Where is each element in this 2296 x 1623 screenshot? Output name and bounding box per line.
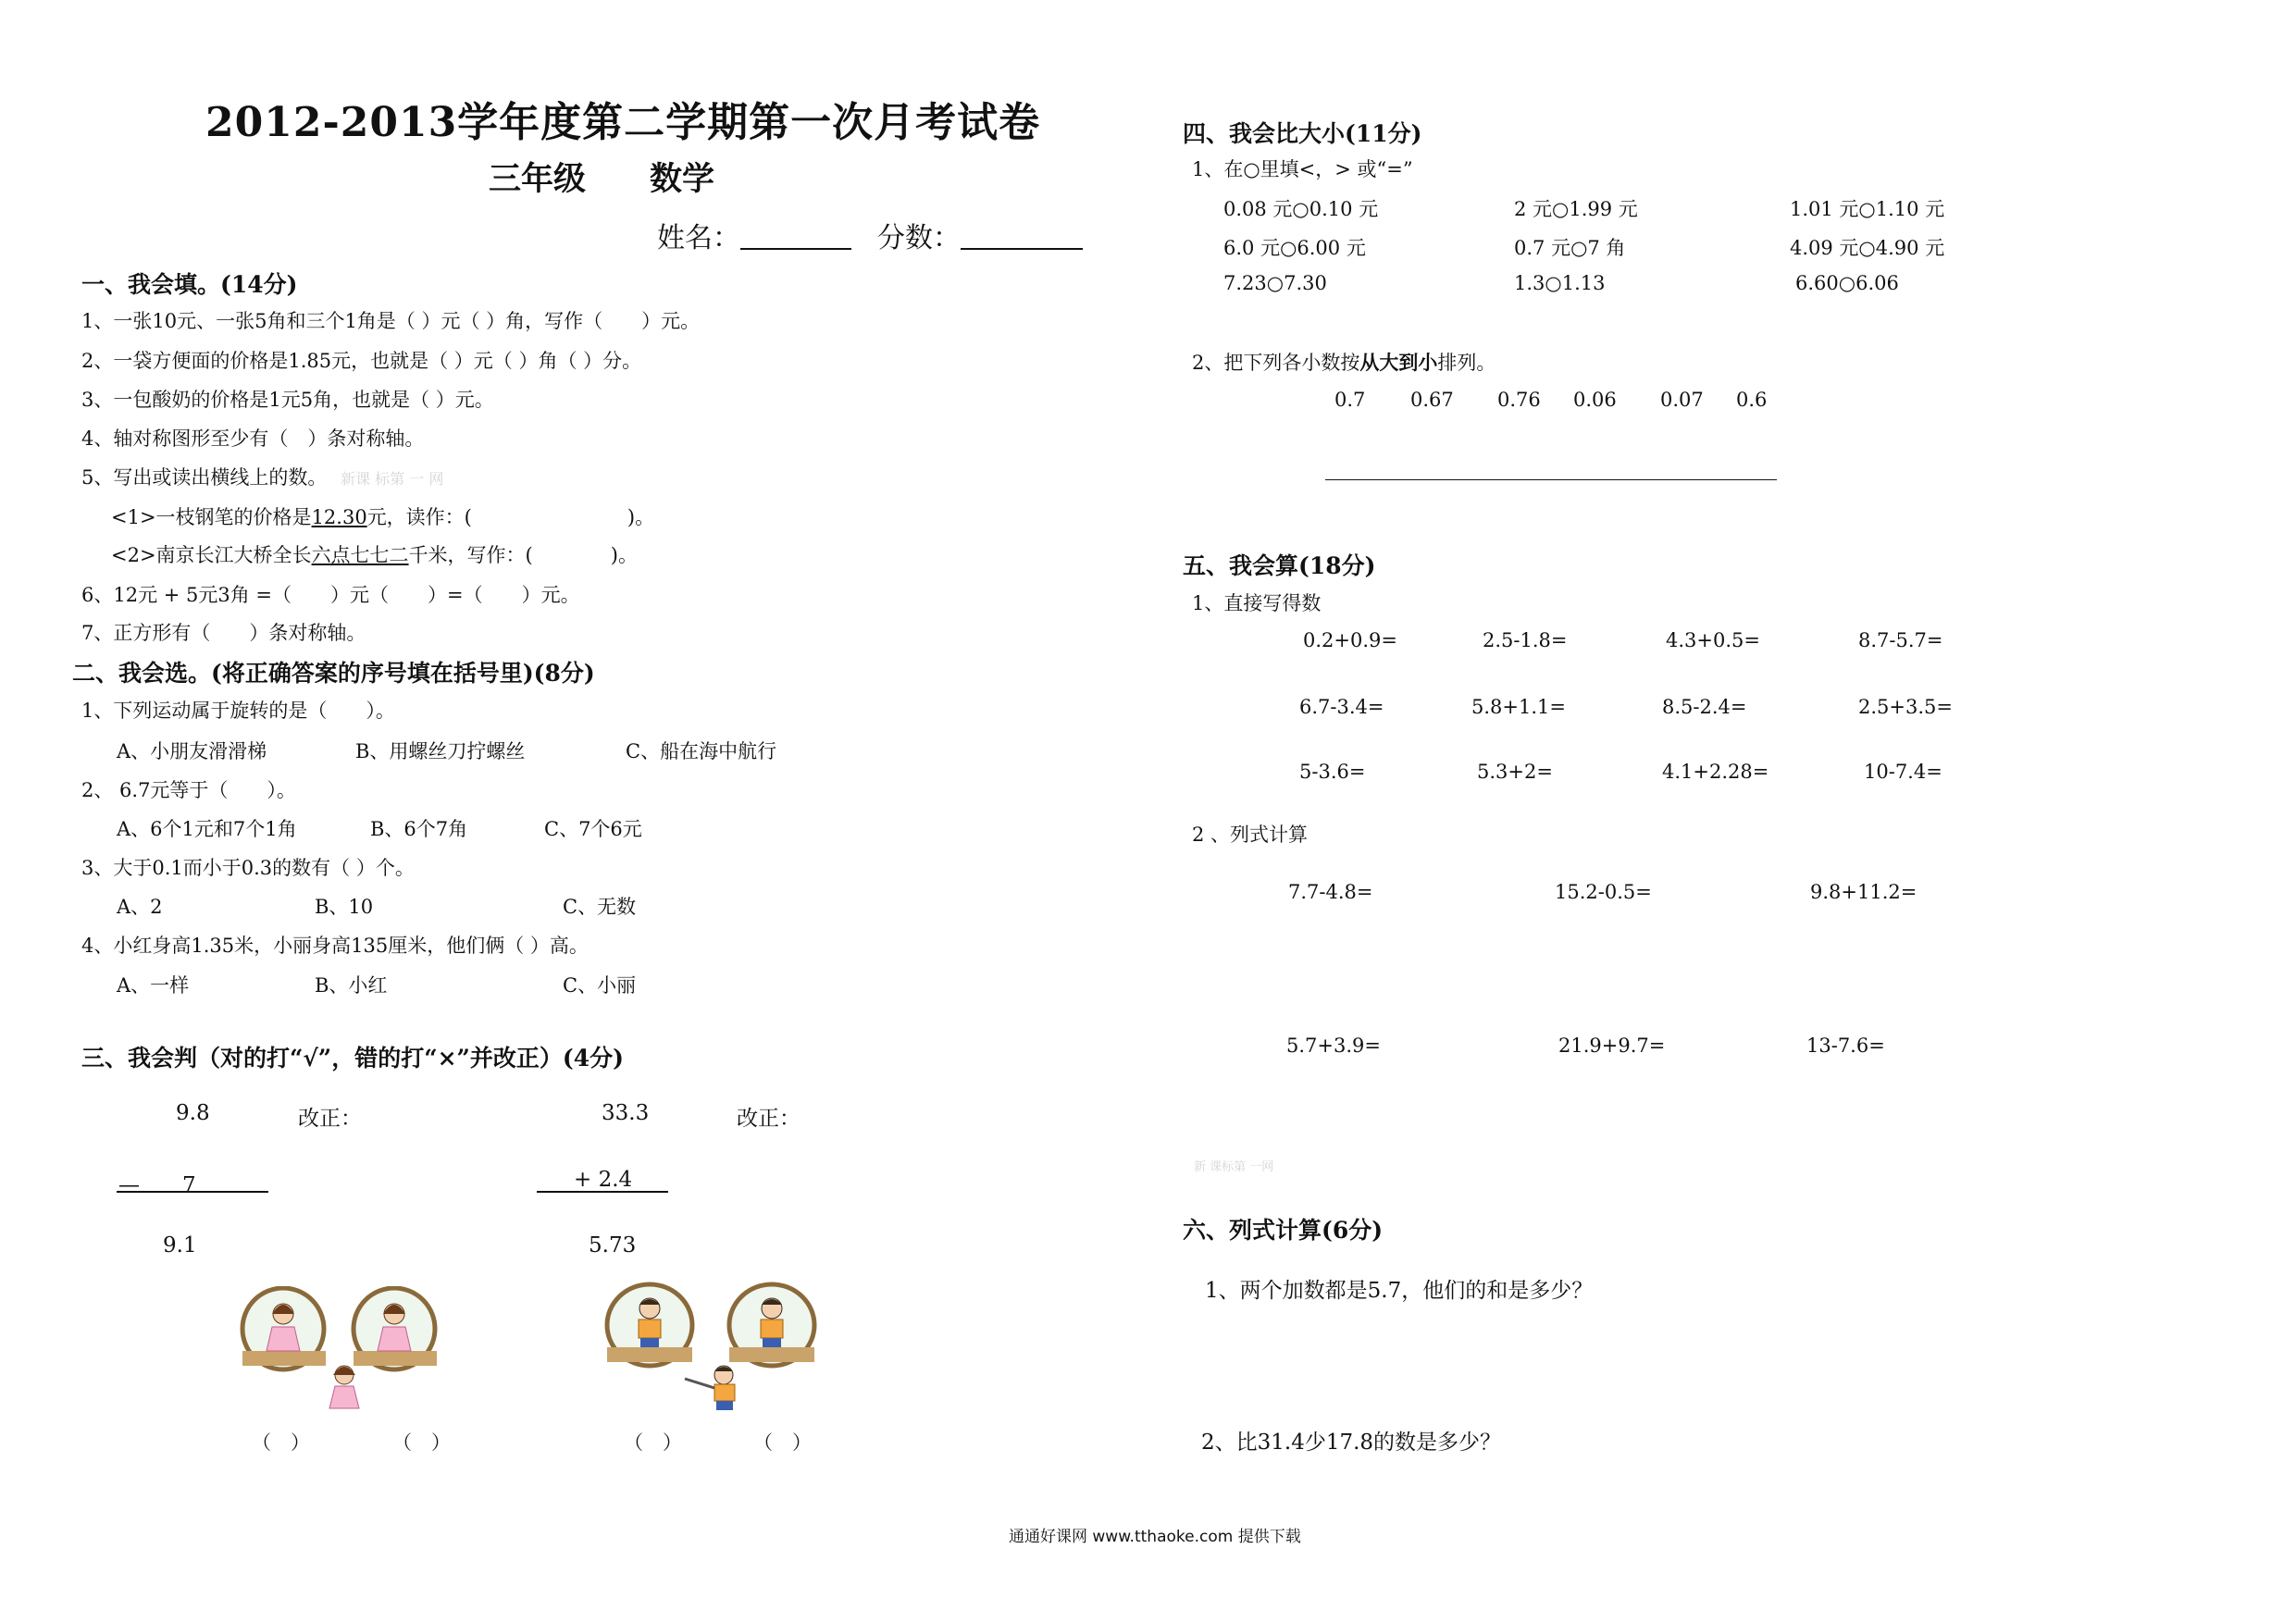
s4-cmp-1-3: 1.01 元○1.10 元 xyxy=(1790,198,1945,220)
s1-q5a-post: 元，读作：( )。 xyxy=(366,506,655,528)
s5-list-2-3: 13-7.6= xyxy=(1806,1035,1885,1057)
s3-p2-op: + 2.4 xyxy=(574,1168,633,1192)
s5-calc-3-1: 5-3.6= xyxy=(1299,761,1366,783)
s1-q5a-num: 12.30 xyxy=(311,506,367,528)
s2-q4-opt-b: B、小红 xyxy=(315,974,388,997)
s5-list-2-2: 21.9+9.7= xyxy=(1558,1035,1666,1057)
score-blank[interactable] xyxy=(961,248,1083,250)
s3-p2-correct: 改正： xyxy=(737,1107,800,1131)
s3-p2-result: 5.73 xyxy=(589,1233,637,1258)
s4-q1: 1、在○里填<，> 或“=” xyxy=(1192,158,1413,180)
watermark: 新课 标第 一 网 xyxy=(341,470,444,488)
s5-list-1-3: 9.8+11.2= xyxy=(1810,881,1917,903)
s2-q4-opt-c: C、小丽 xyxy=(563,974,637,997)
s3-p2-top: 33.3 xyxy=(602,1101,650,1125)
s1-q6: 6、12元 + 5元3角 =（ ）元（ ）=（ ）元。 xyxy=(81,584,580,606)
s2-q1: 1、下列运动属于旋转的是（ ）。 xyxy=(81,700,395,722)
grade-label: 三年级 xyxy=(489,160,587,198)
s5-calc-3-3: 4.1+2.28= xyxy=(1662,761,1769,783)
section-5-heading: 五、我会算(18分) xyxy=(1183,552,1376,579)
s4-q2-bold: 从大到小 xyxy=(1359,351,1438,374)
s6-q1: 1、两个加数都是5.7，他们的和是多少？ xyxy=(1205,1279,1594,1303)
score-label: 分数： xyxy=(877,222,961,254)
s3-answer-bracket-3[interactable]: （ ） xyxy=(624,1431,682,1454)
s2-q2-opt-a: A、6个1元和7个1角 xyxy=(117,818,297,840)
s1-q5 xyxy=(81,463,443,490)
s5-list-2-1: 5.7+3.9= xyxy=(1286,1035,1381,1057)
s4-num-6: 0.6 xyxy=(1736,389,1768,411)
s4-num-5: 0.07 xyxy=(1660,389,1704,411)
s2-q2-opt-b: B、6个7角 xyxy=(370,818,468,840)
s3-answer-bracket-4[interactable]: （ ） xyxy=(753,1431,812,1454)
section-1-heading: 一、我会填。(14分) xyxy=(81,271,298,298)
s1-q5b-pre: <2>南京长江大桥全长 xyxy=(111,544,312,566)
s4-num-3: 0.76 xyxy=(1497,389,1541,411)
girl-in-mirror-icon xyxy=(235,1286,448,1416)
s3-answer-bracket-1[interactable]: （ ） xyxy=(252,1431,310,1454)
s1-q5a-pre: <1>一枝钢笔的价格是 xyxy=(111,506,312,528)
s4-cmp-3-3: 6.60○6.06 xyxy=(1795,272,1899,294)
s3-p2-line xyxy=(537,1191,668,1193)
section-3-heading: 三、我会判（对的打“√”，错的打“×”并改正）(4分) xyxy=(81,1045,624,1072)
section-2-heading: 二、我会选。(将正确答案的序号填在括号里)(8分) xyxy=(72,660,595,687)
s2-q4-opt-a: A、一样 xyxy=(117,974,190,997)
footer-source: 通通好课网 www.tthaoke.com 提供下载 xyxy=(1009,1528,1301,1546)
section-6-heading: 六、列式计算(6分) xyxy=(1183,1217,1384,1244)
s4-num-1: 0.7 xyxy=(1334,389,1366,411)
s1-q1: 1、一张10元、一张5角和三个1角是（ ）元（ ）角，写作（ ）元。 xyxy=(81,310,701,332)
s1-q5b xyxy=(111,540,638,568)
watermark: 新 课标第 一网 xyxy=(1194,1160,1274,1174)
s3-p1-line xyxy=(117,1191,268,1193)
s4-q2-pre: 2、把下列各小数按 xyxy=(1192,352,1360,374)
section-4-heading: 四、我会比大小(11分) xyxy=(1183,120,1422,147)
s2-q3-opt-a: A、2 xyxy=(117,896,163,918)
s1-q5-text: 5、写出或读出横线上的数。 xyxy=(81,466,328,489)
s4-q2 xyxy=(1192,348,1496,376)
s4-answer-line[interactable] xyxy=(1325,479,1777,480)
s1-q2: 2、一袋方便面的价格是1.85元，也就是（ ）元（ ）角（ ）分。 xyxy=(81,350,642,372)
s4-cmp-1-2: 2 元○1.99 元 xyxy=(1514,198,1638,220)
page-title: 2012-2013学年度第二学期第一次月考试卷 xyxy=(205,99,1041,146)
s2-q3: 3、大于0.1而小于0.3的数有（ ）个。 xyxy=(81,857,415,879)
s5-list-1-2: 15.2-0.5= xyxy=(1555,881,1652,903)
s4-cmp-3-2: 1.3○1.13 xyxy=(1514,272,1606,294)
s2-q2-opt-c: C、7个6元 xyxy=(544,818,642,840)
s1-q7: 7、正方形有（ ）条对称轴。 xyxy=(81,622,366,644)
s5-calc-2-2: 5.8+1.1= xyxy=(1471,696,1566,718)
s5-calc-3-4: 10-7.4= xyxy=(1864,761,1942,783)
s5-list-1-1: 7.7-4.8= xyxy=(1288,881,1373,903)
s5-calc-1-1: 0.2+0.9= xyxy=(1303,629,1397,651)
s2-q4: 4、小红身高1.35米，小丽身高135厘米，他们俩（ ）高。 xyxy=(81,935,589,957)
s2-q2: 2、 6.7元等于（ ）。 xyxy=(81,779,296,801)
s2-q3-opt-b: B、10 xyxy=(315,896,374,918)
name-blank[interactable] xyxy=(740,248,851,250)
s5-calc-2-1: 6.7-3.4= xyxy=(1299,696,1384,718)
s3-answer-bracket-2[interactable]: （ ） xyxy=(392,1431,451,1454)
s5-calc-1-3: 4.3+0.5= xyxy=(1666,629,1760,651)
s4-num-2: 0.67 xyxy=(1410,389,1454,411)
subject-label: 数学 xyxy=(650,160,715,198)
s1-q4: 4、轴对称图形至少有（ ）条对称轴。 xyxy=(81,427,425,450)
s3-p1-op: — 7 xyxy=(118,1173,196,1197)
s1-q3: 3、一包酸奶的价格是1元5角，也就是（ ）元。 xyxy=(81,389,494,411)
boy-in-mirror-icon xyxy=(600,1281,829,1416)
s4-cmp-2-3: 4.09 元○4.90 元 xyxy=(1790,237,1945,259)
s5-calc-2-4: 2.5+3.5= xyxy=(1858,696,1953,718)
s2-q1-opt-a: A、小朋友滑滑梯 xyxy=(117,740,267,762)
s4-cmp-2-2: 0.7 元○7 角 xyxy=(1514,237,1626,259)
s3-p1-top: 9.8 xyxy=(176,1101,210,1125)
s2-q1-opt-b: B、用螺丝刀拧螺丝 xyxy=(355,740,526,762)
name-label: 姓名： xyxy=(657,222,740,254)
s4-cmp-1-1: 0.08 元○0.10 元 xyxy=(1223,198,1379,220)
s3-p1-correct: 改正： xyxy=(298,1107,362,1131)
s3-p1-result: 9.1 xyxy=(163,1233,197,1258)
s2-q3-opt-c: C、无数 xyxy=(563,896,637,918)
s1-q5a xyxy=(111,502,654,530)
s5-calc-3-2: 5.3+2= xyxy=(1477,761,1553,783)
s2-q1-opt-c: C、船在海中航行 xyxy=(626,740,777,762)
s5-calc-1-2: 2.5-1.8= xyxy=(1483,629,1568,651)
s5-calc-1-4: 8.7-5.7= xyxy=(1858,629,1943,651)
s1-q5b-post: 千米，写作：( )。 xyxy=(408,544,638,566)
s5-q2: 2 、列式计算 xyxy=(1192,824,1309,846)
s4-num-4: 0.06 xyxy=(1573,389,1617,411)
s4-cmp-3-1: 7.23○7.30 xyxy=(1223,272,1327,294)
s4-cmp-2-1: 6.0 元○6.00 元 xyxy=(1223,237,1366,259)
s5-calc-2-3: 8.5-2.4= xyxy=(1662,696,1747,718)
s5-q1: 1、直接写得数 xyxy=(1192,592,1322,614)
s6-q2: 2、比31.4少17.8的数是多少？ xyxy=(1201,1431,1502,1455)
s4-q2-post: 排列。 xyxy=(1437,352,1496,374)
s1-q5b-num: 六点七七二 xyxy=(311,544,409,566)
